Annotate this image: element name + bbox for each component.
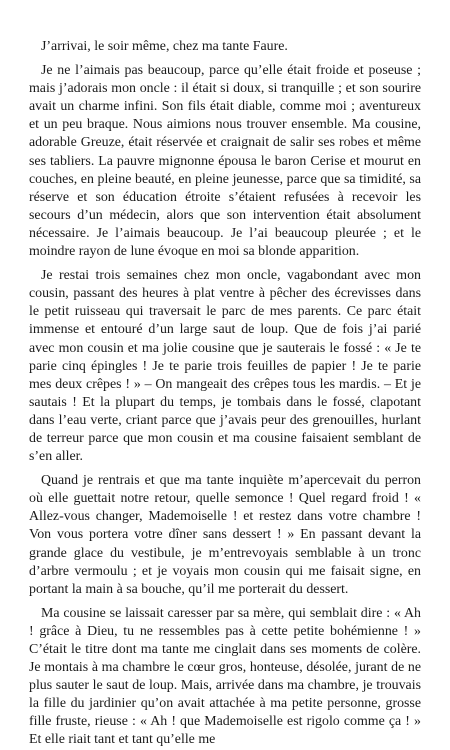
paragraph-return-home: Quand je rentrais et que ma tante inquiète m’apercevait du perron où elle guettait notre retour, quelle semonce ! Quel regard froid ! « Allez-vous changer, Mademoiselle ! et restez dans votre chambre ! Von vous portera votre dîner sans dessert ! » En passant devant la grande glace du vestibule, je m’entrevoyais semblable à un tronc d’arbre vermoulu ; et je voyais mon cousin qui me faisait signe, en portant la main à sa bouche, qu’il me porterait du dessert. [29,473,421,597]
paragraph-three-weeks: Je restai trois semaines chez mon oncle, vagabondant avec mon cousin, passant des heures à plat ventre à pêcher des écrevisses dans le petit ruisseau qui traversait le parc de mes parents. Ce parc était immense et entouré d’un large saut de loup. Que de fois j’ai parié avec mon cousin et ma jolie cousine que je sauterais le fossé : « Je te parie cinq épingles ! Je te parie trois feuilles de papier ! Je te parie mes deux crêpes ! » – On mangeait des crêpes tous les mardis. – Et je sautais ! Et la plupart du temps, je tombais dans le fossé, clapotant dans l’eau verte, criant parce que j’avais peur des grenouilles, hurlant de terreur parce que mon cousin et ma cousine faisaient semblant de s’en aller. [29,268,421,465]
paragraph-arrival: J’arrivai, le soir même, chez ma tante Faure. [41,39,288,54]
paragraph-cousin-mother: Ma cousine se laissait caresser par sa mère, qui semblait dire : « Ah ! grâce à Dieu, tu ne ressembles pas à cette petite bohémienne ! » C’était le titre dont ma tante me cinglait dans ses moments de colère. Je montais à ma chambre le cœur gros, honteuse, désolée, jurant de ne plus sauter le saut de loup. Mais, arrivée dans ma chambre, je trouvais la fille du jardinier qu’on avait attachée à ma petite personne, grosse fille fruste, rieuse : « Ah ! que Mademoiselle est rigolo comme ça ! » Et elle riait tant et tant qu’elle me [29,605,421,748]
paragraph-aunt-uncle: Je ne l’aimais pas beaucoup, parce qu’elle était froide et poseuse ; mais j’adorais mon oncle : il était si doux, si tranquille ; et son sourire avait un charme infini. Son fils était diable, comme moi ; aventureux et un peu braque. Nous aimions nous trouver ensemble. Ma cousine, adorable Greuze, était réservée et craignait de salir ses robes et même ses tabliers. La pauvre mignonne épousa le baron Cerise et mourut en couches, en pleine beauté, en pleine jeunesse, parce que sa timidité, sa réserve et son éducation étroite s’étaient refusées à recevoir les secours d’un médecin, alors que son intervention était absolument nécessaire. Je l’aimais beaucoup. Je l’ai beaucoup pleurée ; et le moindre rayon de lune évoque en moi sa blonde apparition. [29,63,421,260]
